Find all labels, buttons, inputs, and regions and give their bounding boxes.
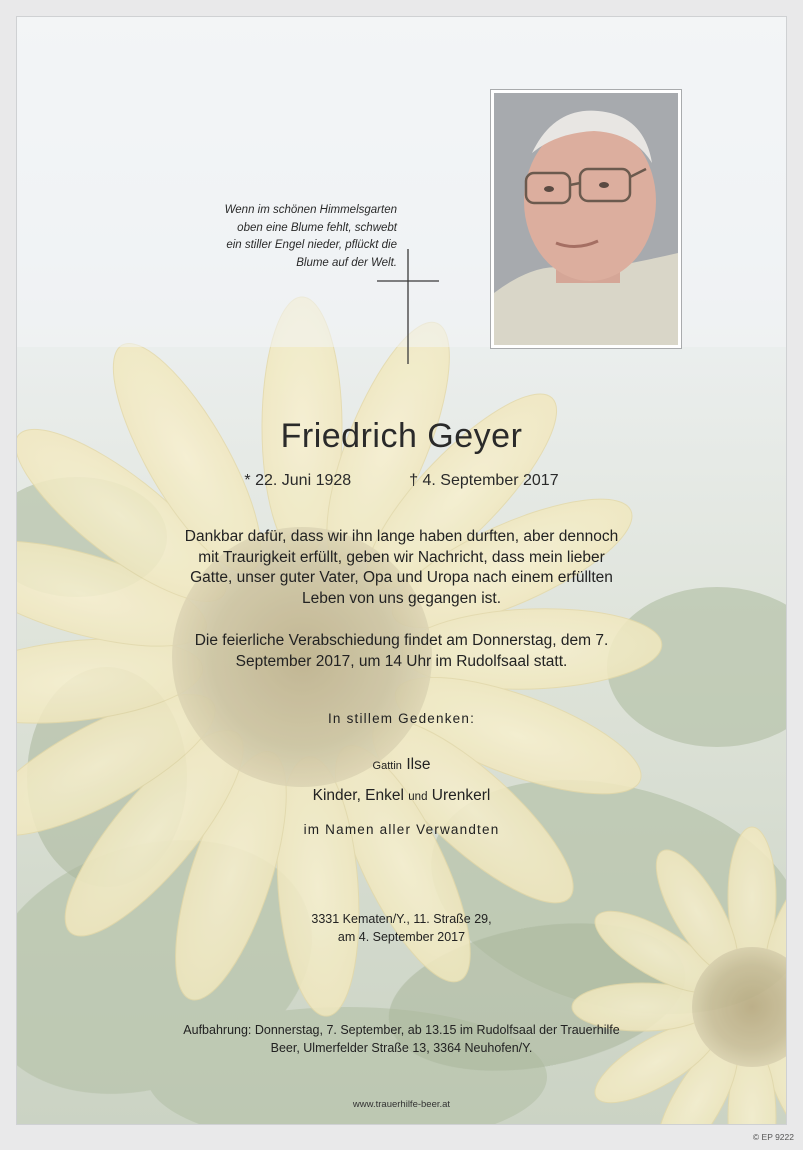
website-link[interactable]: www.trauerhilfe-beer.at [352, 1099, 451, 1110]
poem-line: oben eine Blume fehlt, schwebt [237, 221, 397, 234]
in-memory-heading: In stillem Gedenken: [327, 711, 476, 726]
viewing-info [137, 1021, 666, 1057]
wife-prefix: Gattin [372, 760, 402, 772]
ceremony-text: Die feierliche Verabschiedung findet am Donnerstag, dem 7. September 2017, um 14 Uhr im Rudolfsaal statt. [194, 632, 609, 670]
print-code: © EP 9222 [752, 1132, 794, 1142]
wife-name: Ilse [406, 756, 431, 773]
death-date: † 4. September 2017 [409, 472, 559, 489]
poem-line: Wenn im schönen Himmelsgarten [224, 204, 397, 216]
life-dates [17, 472, 786, 490]
family-children: Kinder, Enkel [312, 787, 404, 804]
viewing-line: Beer, Ulmerfelder Straße 13, 3364 Neuhofen/Y. [270, 1041, 533, 1055]
viewing-line: Aufbahrung: Donnerstag, 7. September, ab 13.15 im Rudolfsaal der Trauerhilfe [183, 1023, 620, 1037]
cross-icon [377, 249, 439, 364]
deceased-name: Friedrich Geyer [280, 417, 523, 455]
mourner-wife [17, 756, 786, 774]
relatives-line: im Namen aller Verwandten [303, 822, 500, 837]
mourner-family [17, 787, 786, 805]
place-and-date [17, 910, 786, 946]
poem [157, 202, 397, 272]
address-line: 3331 Kematen/Y., 11. Straße 29, [311, 912, 492, 926]
poem-line: Blume auf der Welt. [296, 256, 397, 269]
announcement-text: Dankbar dafür, dass wir ihn lange haben durften, aber dennoch mit Traurigkeit erfüllt, geben wir Nachricht, dass mein lieber Gatte, unser guter Vater, Opa und Uropa nach einem erfüllten Leben von uns gegangen ist. [184, 528, 619, 607]
date-line: am 4. September 2017 [337, 930, 466, 944]
portrait-photo [491, 90, 681, 348]
family-and: und [408, 791, 428, 803]
birth-date: * 22. Juni 1928 [244, 472, 352, 489]
family-greatgrandchildren: Urenkerl [431, 787, 491, 804]
obituary-card [17, 17, 786, 1124]
poem-line: ein stiller Engel nieder, pflückt die [226, 239, 397, 251]
